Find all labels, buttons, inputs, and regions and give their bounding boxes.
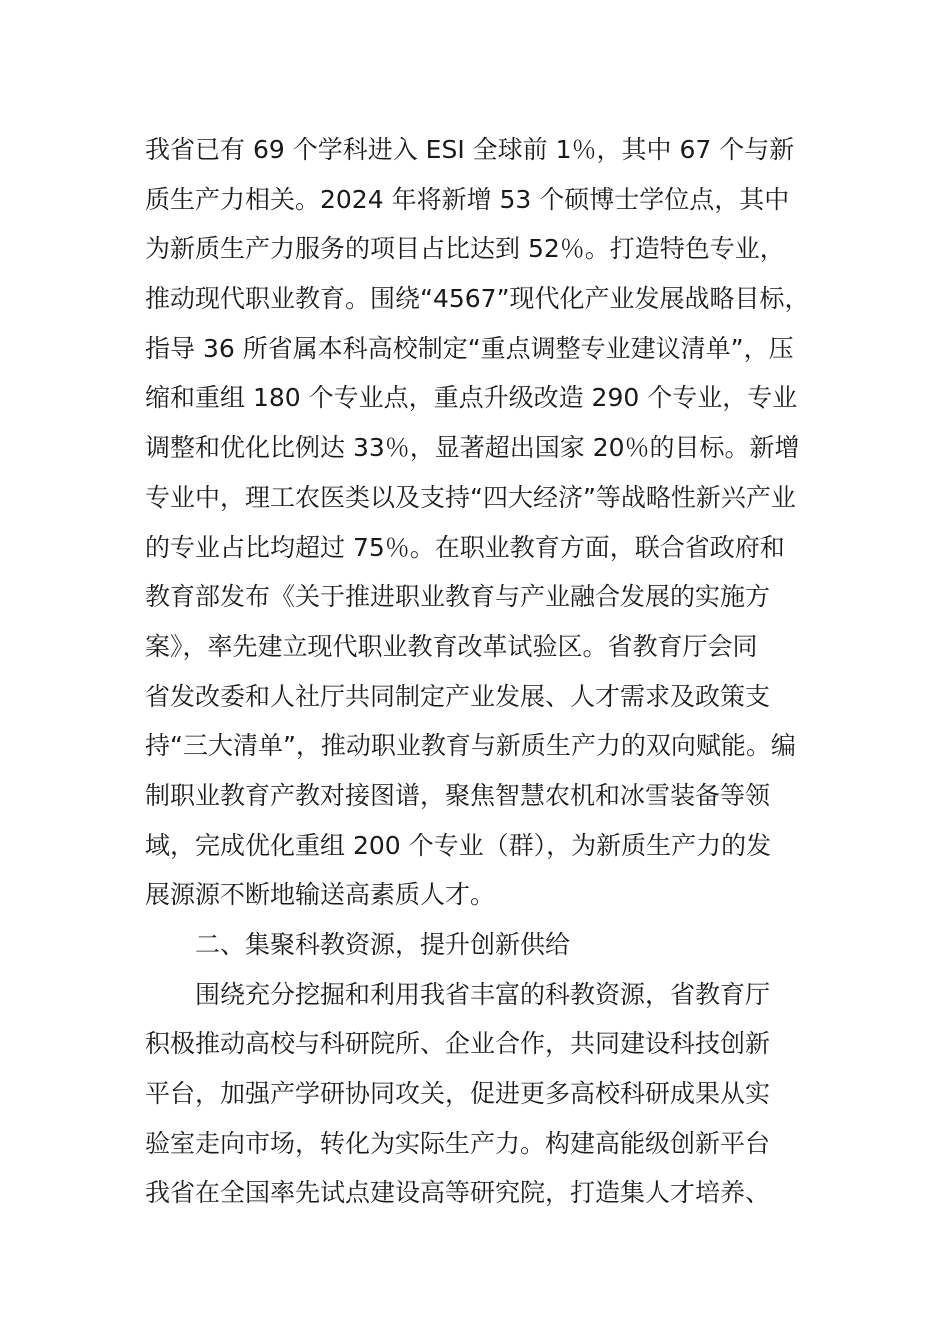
text-line: 验室走向市场，转化为实际生产力。构建高能级创新平台 [145, 1128, 771, 1158]
text-line: 积极推动高校与科研院所、企业合作，共同建设科技创新 [145, 1029, 771, 1059]
text-line: 教育部发布《关于推进职业教育与产业融合发展的实施方 [145, 582, 771, 612]
text-line: 展源源不断地输送高素质人才。 [145, 880, 496, 910]
text-line: 案》，率先建立现代职业教育改革试验区。省教育厅会同 [145, 631, 758, 661]
section-heading: 二、集聚科教资源，提升创新供给 [195, 930, 571, 959]
text-line: 持“三大清单”，推动职业教育与新质生产力的双向赋能。编 [145, 731, 796, 761]
text-line: 制职业教育产教对接图谱，聚焦智慧农机和冰雪装备等领 [145, 780, 771, 810]
text-line: 围绕充分挖掘和利用我省丰富的科教资源，省教育厅 [195, 979, 771, 1009]
text-line: 指导 36 所省属本科高校制定“重点调整专业建议清单”，压 [145, 333, 794, 363]
text-line: 推动现代职业教育。围绕“4567”现代化产业发展战略目标， [145, 284, 810, 314]
text-line: 省发改委和人社厅共同制定产业发展、人才需求及政策支 [145, 681, 771, 711]
text-line: 平台，加强产学研协同攻关，促进更多高校科研成果从实 [145, 1079, 771, 1109]
text-line: 我省在全国率先试点建设高等研究院，打造集人才培养、 [145, 1178, 771, 1208]
text-line: 域，完成优化重组 200 个专业（群），为新质生产力的发 [145, 830, 772, 860]
text-line: 专业中，理工农医类以及支持“四大经济”等战略性新兴产业 [145, 482, 796, 512]
text-line: 质生产力相关。2024 年将新增 53 个硕博士学位点，其中 [145, 184, 790, 214]
body-text [145, 125, 835, 1218]
text-line: 调整和优化比例达 33％，显著超出国家 20％的目标。新增 [145, 433, 800, 463]
text-line: 我省已有 69 个学科进入 ESI 全球前 1％，其中 67 个与新 [145, 135, 795, 164]
text-line: 缩和重组 180 个专业点，重点升级改造 290 个专业，专业 [145, 383, 798, 413]
text-line: 为新质生产力服务的项目占比达到 52％。打造特色专业， [145, 234, 785, 264]
text-line: 的专业占比均超过 75％。在职业教育方面，联合省政府和 [145, 532, 785, 562]
